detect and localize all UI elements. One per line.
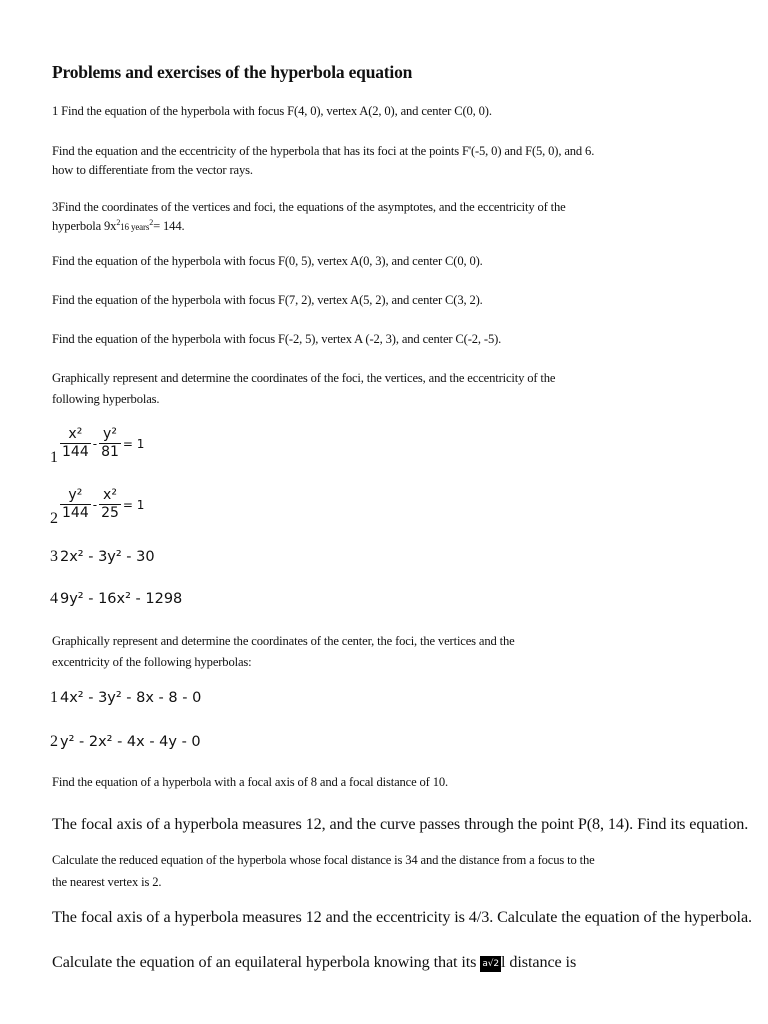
problem-8-line-1: Graphically represent and determine the coordinates of the center, the foci, the vertices and the	[52, 634, 515, 648]
problem-10: The focal axis of a hyperbola measures 12, and the curve passes through the point P(8, 14). Find its equation.	[52, 815, 749, 833]
problem-8-line-2: excentricity of the following hyperbolas:	[52, 655, 252, 669]
problem-3-line-1: 3Find the coordinates of the vertices and foci, the equations of the asymptotes, and the eccentricity of the	[52, 200, 566, 214]
equation-5: 1 4x² - 3y² - 8x - 8 - 0	[50, 689, 202, 706]
problem-13: Calculate the equation of an equilateral hyperbola knowing that its a√2 l distance is	[52, 953, 577, 971]
equation-2: 2 $\frac{\text{y²}}{144}$ - $\frac{\text{x²}}{25}$ = 1	[50, 487, 145, 527]
page-title: Problems and exercises of the hyperbola equation	[52, 62, 413, 82]
problem-7-line-2: following hyperbolas.	[52, 392, 160, 406]
problem-12: The focal axis of a hyperbola measures 12 and the eccentricity is 4/3. Calculate the equation of the hyperbola.	[52, 908, 752, 926]
problem-5: Find the equation of the hyperbola with focus F(7, 2), vertex A(5, 2), and center C(3, 2).	[52, 293, 483, 307]
equation-4: 4 9y² - 16x² - 1298	[50, 590, 183, 607]
problem-9: Find the equation of a hyperbola with a focal axis of 8 and a focal distance of 10.	[52, 775, 449, 789]
problem-1: 1 Find the equation of the hyperbola with focus F(4, 0), vertex A(2, 0), and center C(0, 0).	[52, 104, 492, 118]
equation-6: 2 y² - 2x² - 4x - 4y - 0	[50, 733, 201, 750]
problem-11-line-2: the nearest vertex is 2.	[52, 875, 162, 889]
equation-1: 1 $\frac{\text{x²}}{144}$ - $\frac{\text{y²}}{81}$ = 1	[50, 426, 145, 466]
formula-badge: a√2	[480, 956, 501, 972]
problem-2-line-2: how to differentiate from the vector rays.	[52, 163, 253, 177]
problem-4: Find the equation of the hyperbola with focus F(0, 5), vertex A(0, 3), and center C(0, 0).	[52, 254, 483, 268]
problem-6: Find the equation of the hyperbola with focus F(-2, 5), vertex A (-2, 3), and center C(-2, -5).	[52, 332, 502, 346]
problem-7-line-1: Graphically represent and determine the coordinates of the foci, the vertices, and the eccentricity of the	[52, 371, 556, 385]
problem-2-line-1: Find the equation and the eccentricity of the hyperbola that has its foci at the points F'(-5, 0) and F(5, 0), and 6.	[52, 144, 595, 158]
problem-3-line-2: hyperbola $9x^216$ years$^2$= 144.	[52, 217, 185, 233]
equation-3: 3 2x² - 3y² - 30	[50, 548, 155, 565]
problem-11-line-1: Calculate the reduced equation of the hyperbola whose focal distance is 34 and the distance from a focus to the	[52, 853, 595, 867]
